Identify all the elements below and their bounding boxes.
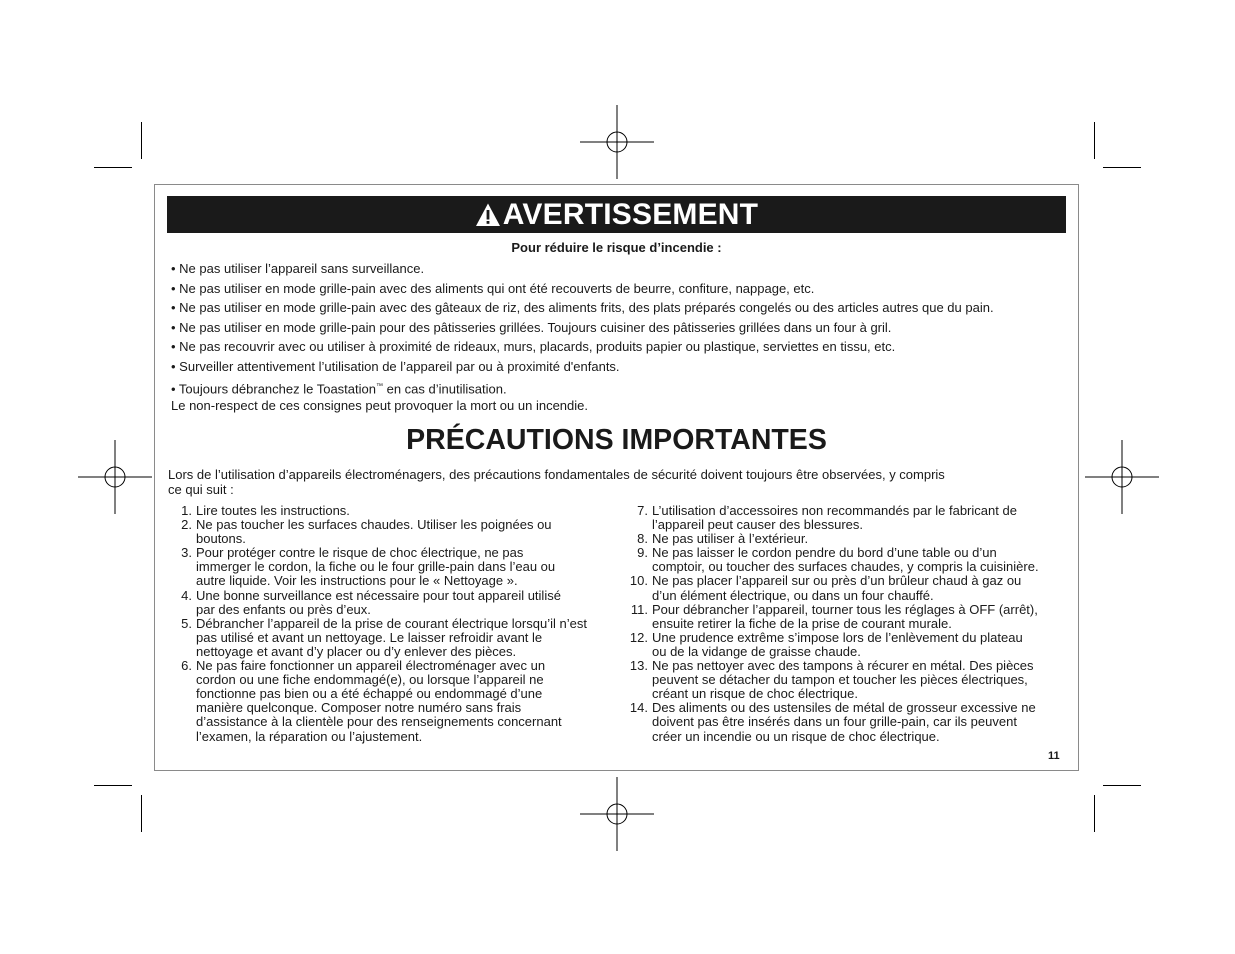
item-line: L’utilisation d’accessoires non recommandés par le fabricant de (652, 503, 1017, 518)
item-line: Pour protéger contre le risque de choc électrique, ne pas (196, 545, 524, 561)
crop-mark (1103, 785, 1141, 786)
item-number: 14. (629, 700, 648, 716)
item-text (192, 504, 611, 518)
item-line: Pour débrancher l’appareil, tourner tous les réglages à OFF (arrêt), (652, 601, 1038, 617)
item-line: Ne pas nettoyer avec des tampons à récurer en métal. Des pièces (652, 658, 1034, 674)
item-line: comptoir, ou toucher des surfaces chaudes, y compris la cuisinière. (652, 559, 1039, 575)
item-text (648, 574, 1070, 602)
item-line: Ne pas faire fonctionner un appareil électroménager avec un (196, 658, 546, 674)
item-text (192, 546, 611, 588)
crop-mark (1103, 167, 1141, 168)
item-number: 7. (637, 503, 648, 518)
item-line: d’un élément électrique, ou dans un four chauffé. (652, 587, 934, 603)
precaution-item (625, 631, 1070, 659)
item-line: ensuite retirer la fiche de la prise de courant murale. (652, 615, 952, 631)
item-line: pas utilisé et avant un nettoyage. Le laisser refroidir avant le (196, 629, 543, 645)
item-text (192, 518, 611, 546)
bullet-text: en cas d’inutilisation. (383, 380, 507, 396)
item-line: fonctionne pas bien ou a été échappé ou endommagé d’une (196, 686, 543, 702)
registration-mark-icon (78, 440, 152, 514)
intro-line: Lors de l’utilisation d’appareils électroménagers, des précautions fondamentales de sécurité doivent toujours être observées, y compris (168, 467, 945, 482)
crop-mark (94, 167, 132, 168)
trademark-symbol: ™ (376, 382, 383, 390)
item-number: 11. (630, 601, 648, 617)
crop-mark (141, 795, 142, 832)
warning-bullet: • Ne pas utiliser en mode grille-pain pour des pâtisseries grillées. Toujours cuisiner des pâtisseries grillées dans un four à gril. (171, 319, 892, 335)
item-text (192, 589, 611, 617)
crop-mark (94, 785, 132, 786)
item-line: l’examen, la réparation ou l’ajustement. (196, 728, 423, 744)
item-line: d’assistance à la clientèle pour des renseignements concernant (196, 714, 562, 730)
precaution-item (171, 504, 611, 518)
item-number: 5. (181, 615, 192, 631)
item-line: autre liquide. Voir les instructions pour le « Nettoyage ». (196, 573, 518, 589)
precaution-item (625, 532, 1070, 546)
warning-bullets (171, 259, 1071, 396)
precautions-list-left (171, 504, 611, 744)
precaution-item (625, 546, 1070, 574)
item-line: Une prudence extrême s’impose lors de l’enlèvement du plateau (652, 629, 1023, 645)
item-line: peuvent se détacher du tampon et toucher les pièces électriques, (652, 672, 1028, 688)
registration-mark-icon (1085, 440, 1159, 514)
precaution-item (625, 659, 1070, 701)
precautions-intro (168, 467, 1038, 497)
item-line: Ne pas toucher les surfaces chaudes. Utiliser les poignées ou (196, 517, 552, 533)
item-text (648, 603, 1070, 631)
warning-triangle-icon (475, 202, 501, 228)
item-number: 2. (181, 517, 192, 533)
item-line: Débrancher l’appareil de la prise de courant électrique lorsqu’il n’est (196, 615, 587, 631)
precaution-item (625, 504, 1070, 532)
item-text (648, 631, 1070, 659)
crop-mark (1094, 122, 1095, 159)
precautions-title: PRÉCAUTIONS IMPORTANTES (406, 424, 827, 456)
item-number: 4. (181, 587, 192, 603)
precaution-item (171, 518, 611, 546)
item-line: Ne pas placer l’appareil sur ou près d’un brûleur chaud à gaz ou (652, 573, 1022, 589)
item-text (648, 504, 1070, 532)
warning-bullet (171, 377, 1071, 397)
warning-banner (167, 196, 1066, 233)
page-number: 11 (1048, 750, 1060, 762)
item-line: l’appareil peut causer des blessures. (652, 517, 864, 533)
item-number: 1. (181, 503, 192, 518)
item-line: Ne pas laisser le cordon pendre du bord d’une table ou d’un (652, 545, 997, 561)
registration-mark-icon (580, 105, 654, 179)
item-line: Des aliments ou des ustensiles de métal de grosseur excessive ne (652, 700, 1036, 716)
precaution-item (625, 603, 1070, 631)
item-line: immerger le cordon, la fiche ou le four grille-pain dans l’eau ou (196, 559, 556, 575)
item-text (648, 701, 1070, 743)
precaution-item (171, 617, 611, 659)
item-line: ou de la vidange de graisse chaude. (652, 643, 861, 659)
crop-mark (1094, 795, 1095, 832)
bullet-text: • Toujours débranchez le Toastation (171, 380, 376, 396)
precaution-item (171, 546, 611, 588)
item-line: boutons. (196, 531, 246, 547)
warning-bullet: • Ne pas utiliser l’appareil sans surveillance. (171, 261, 425, 276)
item-text (648, 659, 1070, 701)
precaution-item (625, 574, 1070, 602)
warning-title: AVERTISSEMENT (502, 197, 759, 231)
item-text (648, 532, 1070, 546)
item-line: créer un incendie ou un risque de choc électrique. (652, 728, 940, 744)
precaution-item (625, 701, 1070, 743)
item-number: 3. (181, 545, 192, 561)
item-text (192, 617, 611, 659)
item-line: doivent pas être insérés dans un four grille-pain, car ils peuvent (652, 714, 1017, 730)
item-text (648, 546, 1070, 574)
warning-consequence: Le non-respect de ces consignes peut provoquer la mort ou un incendie. (171, 398, 588, 413)
precautions-list-right (625, 504, 1070, 744)
item-line: nettoyage et avant d’y placer ou d’y enlever des pièces. (196, 643, 517, 659)
item-number: 6. (181, 658, 192, 674)
warning-bullet: • Ne pas recouvrir avec ou utiliser à proximité de rideaux, murs, placards, produits papier ou plastique, serviettes en tissu, etc. (171, 339, 896, 355)
item-number: 9. (637, 545, 648, 561)
item-line: Ne pas utiliser à l’extérieur. (652, 531, 809, 547)
warning-bullet: • Ne pas utiliser en mode grille-pain avec des gâteaux de riz, des aliments frits, des plats préparés congelés ou des articles autres que du pain. (171, 300, 994, 316)
item-text (192, 659, 611, 744)
item-line: par des enfants ou près d’eux. (196, 601, 371, 617)
item-line: manière quelconque. Composer notre numéro sans frais (196, 700, 522, 716)
warning-bullet: • Surveiller attentivement l’utilisation de l’appareil par ou à proximité d'enfants. (171, 358, 620, 374)
precaution-item (171, 659, 611, 744)
registration-mark-icon (580, 777, 654, 851)
item-line: créant un risque de choc électrique. (652, 686, 858, 702)
item-number: 12. (629, 629, 648, 645)
warning-bullet: • Ne pas utiliser en mode grille-pain avec des aliments qui ont été recouverts de beurre, confiture, nappage, etc. (171, 280, 815, 296)
item-line: Lire toutes les instructions. (196, 503, 350, 518)
warning-subtitle: Pour réduire le risque d’incendie : (511, 240, 722, 255)
intro-line: ce qui suit : (168, 482, 234, 497)
crop-mark (141, 122, 142, 159)
precaution-item (171, 589, 611, 617)
item-number: 10. (629, 573, 648, 589)
item-line: cordon ou une fiche endommagé(e), ou lorsque l’appareil ne (196, 672, 544, 688)
item-line: Une bonne surveillance est nécessaire pour tout appareil utilisé (196, 587, 561, 603)
item-number: 13. (629, 658, 648, 674)
item-number: 8. (637, 531, 648, 547)
